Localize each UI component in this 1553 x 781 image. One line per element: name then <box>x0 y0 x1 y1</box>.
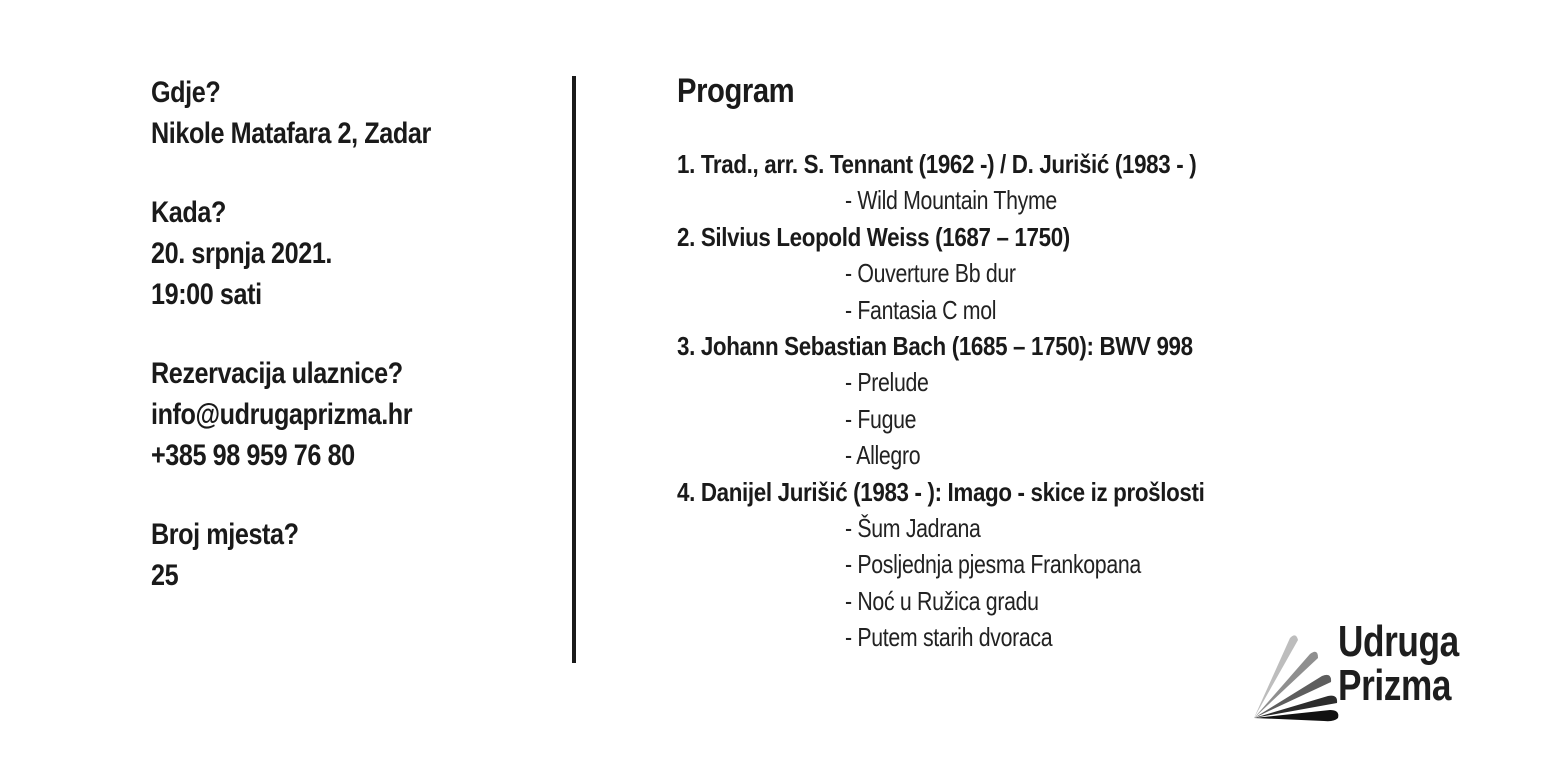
movement-item: - Wild Mountain Thyme <box>845 185 1057 216</box>
event-info <box>151 72 551 596</box>
logo-line-2: Prizma <box>1338 661 1452 710</box>
logo-text <box>1338 617 1459 710</box>
piece-heading: 3. Johann Sebastian Bach (1685 – 1750): BWV 998 <box>677 331 1193 362</box>
piece-heading: 2. Silvius Leopold Weiss (1687 – 1750) <box>677 221 1070 252</box>
where-label: Gdje? <box>151 76 221 109</box>
seats-count: 25 <box>151 559 179 592</box>
tickets-block <box>151 353 551 476</box>
vertical-divider <box>572 76 576 663</box>
seats-label: Broj mjesta? <box>151 518 299 551</box>
movement-item: - Noć u Ružica gradu <box>845 585 1039 616</box>
piece-heading: 1. Trad., arr. S. Tennant (1962 -) / D. Jurišić (1983 - ) <box>677 149 1197 179</box>
where-block <box>151 72 551 154</box>
movement-item: - Fugue <box>845 403 917 434</box>
phone: +385 98 959 76 80 <box>151 439 355 472</box>
tickets-label: Rezervacija ulaznice? <box>151 357 403 390</box>
udruga-prizma-logo <box>1252 617 1492 720</box>
program-title: Program <box>677 72 795 110</box>
prism-rays-icon <box>1252 630 1344 722</box>
program-section <box>677 70 1437 656</box>
movement-item: - Fantasia C mol <box>845 294 997 325</box>
address: Nikole Matafara 2, Zadar <box>151 117 431 150</box>
time: 19:00 sati <box>151 278 262 311</box>
movement-item: - Posljednja pjesma Frankopana <box>845 549 1141 580</box>
date: 20. srpnja 2021. <box>151 237 333 270</box>
movement-item: - Ouverture Bb dur <box>845 258 1016 289</box>
when-label: Kada? <box>151 196 226 229</box>
seats-block <box>151 514 551 596</box>
email: info@udrugaprizma.hr <box>151 398 413 431</box>
movement-item: - Allegro <box>845 440 921 471</box>
when-block <box>151 192 551 315</box>
logo-line-1: Udruga <box>1338 617 1459 666</box>
piece-heading: 4. Danijel Jurišić (1983 - ): Imago - skice iz prošlosti <box>677 476 1205 507</box>
movement-item: - Šum Jadrana <box>845 513 981 544</box>
movement-item: - Putem starih dvoraca <box>845 622 1053 653</box>
movement-item: - Prelude <box>845 367 929 398</box>
